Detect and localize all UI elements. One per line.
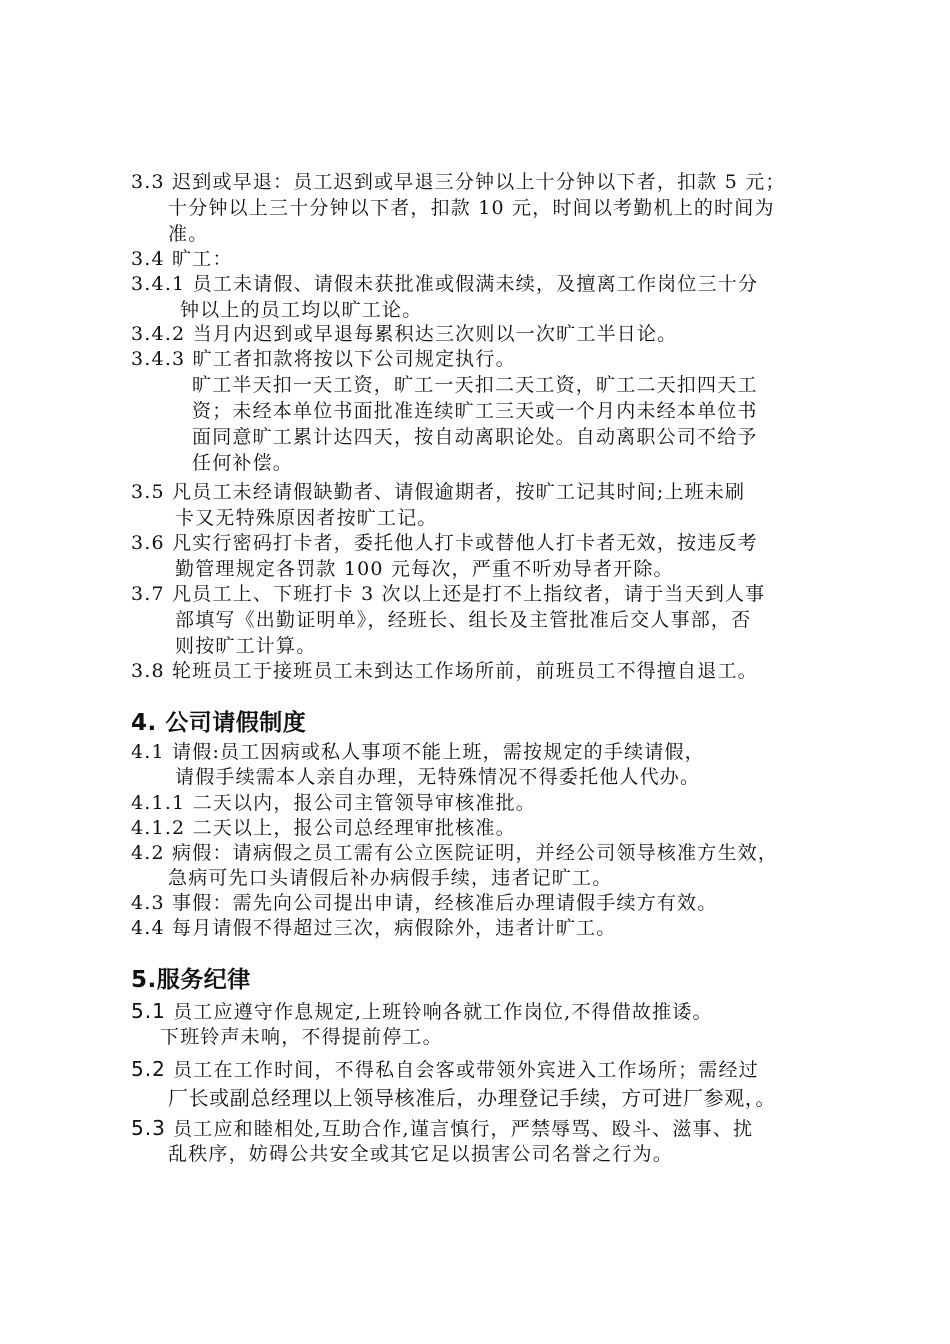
para-3-4-3: 3.4.3 旷工者扣款将按以下公司规定执行。 <box>131 348 516 370</box>
para-5-1-text: 员工应遵守作息规定,上班铃响各就工作岗位,不得借故推诿。 <box>173 1001 713 1023</box>
section-4-heading: 4. 公司请假制度 <box>131 710 307 736</box>
para-5-2-line1 <box>131 1057 759 1082</box>
para-3-7-line1: 3.7 凡员工上、下班打卡 3 次以上还是打不上指纹者，请于当天到人事 <box>131 583 766 605</box>
para-3-3-line1: 3.3 迟到或早退：员工迟到或早退三分钟以上十分钟以下者，扣款 5 元； <box>131 171 786 193</box>
para-3-4-2: 3.4.2 当月内迟到或早退每累积达三次则以一次旷工半日论。 <box>131 323 678 345</box>
para-5-2-line2: 厂长或副总经理以上领导核准后，办理登记手续，方可进厂参观，。 <box>168 1086 776 1110</box>
para-5-3-text: 员工应和睦相处,互助合作,谨言慎行，严禁辱骂、殴斗、滋事、扰 <box>173 1118 754 1140</box>
para-4-3: 4.3 事假：需先向公司提出申请，经核准后办理请假手续方有效。 <box>131 892 718 914</box>
section-5-heading: 5.服务纪律 <box>131 967 251 993</box>
para-3-4: 3.4 旷工： <box>131 248 233 270</box>
para-5-2-text: 员工在工作时间，不得私自会客或带领外宾进入工作场所； <box>173 1059 699 1081</box>
para-3-5-line1: 3.5 凡员工未经请假缺勤者、请假逾期者，按旷工记其时间;上班未刷 <box>131 481 746 503</box>
para-5-2-emphasis: 需经过 <box>698 1059 759 1081</box>
para-5-3-number: 5.3 <box>131 1116 166 1140</box>
para-3-4-3-detail-line2: 资；未经本单位书面批准连续旷工三天或一个月内未经本单位书 <box>192 400 758 422</box>
para-3-4-3-detail-line3: 面同意旷工累计达四天，按自动离职论处。自动离职公司不给予 <box>192 426 758 448</box>
para-4-1-1: 4.1.1 二天以内，报公司主管领导审核准批。 <box>131 792 536 814</box>
para-4-4: 4.4 每月请假不得超过三次，病假除外，违者计旷工。 <box>131 917 617 939</box>
para-5-2-number: 5.2 <box>131 1057 166 1081</box>
para-5-3-line2: 乱秩序，妨碍公共安全或其它足以损害公司名誉之行为。 <box>168 1143 674 1165</box>
para-3-6-line2: 勤管理规定各罚款 100 元每次，严重不听劝导者开除。 <box>175 558 674 580</box>
para-3-6-line1: 3.6 凡实行密码打卡者，委托他人打卡或替他人打卡者无效，按违反考 <box>131 532 758 554</box>
para-4-2-line1: 4.2 病假：请病假之员工需有公立医院证明，并经公司领导核准方生效， <box>131 842 779 864</box>
para-5-1-number: 5.1 <box>131 999 166 1023</box>
para-3-4-1-line1: 3.4.1 员工未请假、请假未获批准或假满未续，及擅离工作岗位三十分 <box>131 273 759 295</box>
para-3-7-line2: 部填写《出勤证明单》，经班长、组长及主管批准后交人事部，否 <box>175 609 752 631</box>
para-3-3-line2: 十分钟以上三十分钟以下者，扣款 10 元，时间以考勤机上的时间为 <box>168 197 775 219</box>
para-3-8: 3.8 轮班员工于接班员工未到达工作场所前，前班员工不得擅自退工。 <box>131 660 758 682</box>
para-4-1-line1: 4.1 请假:员工因病或私人事项不能上班，需按规定的手续请假， <box>131 741 705 763</box>
para-3-4-3-detail-line4: 任何补偿。 <box>192 452 294 474</box>
para-3-5-line2: 卡又无特殊原因者按旷工记。 <box>175 507 438 529</box>
para-5-1-line1 <box>131 999 713 1024</box>
para-3-4-3-detail-line1: 旷工半天扣一天工资，旷工一天扣二天工资，旷工二天扣四天工 <box>192 374 758 396</box>
para-4-1-2: 4.1.2 二天以上，报公司总经理审批核准。 <box>131 817 516 839</box>
para-5-3-line1 <box>131 1116 753 1141</box>
para-3-4-1-line2: 钟以上的员工均以旷工论。 <box>180 299 423 321</box>
para-5-1-line2: 下班铃声未响，不得提前停工。 <box>160 1026 443 1048</box>
para-4-1-line2: 请假手续需本人亲自办理，无特殊情况不得委托他人代办。 <box>175 766 701 788</box>
para-3-3-line3: 准。 <box>168 223 209 245</box>
para-4-2-line2: 急病可先口头请假后补办病假手续，违者记旷工。 <box>168 867 613 889</box>
para-3-7-line3: 则按旷工计算。 <box>175 635 317 657</box>
